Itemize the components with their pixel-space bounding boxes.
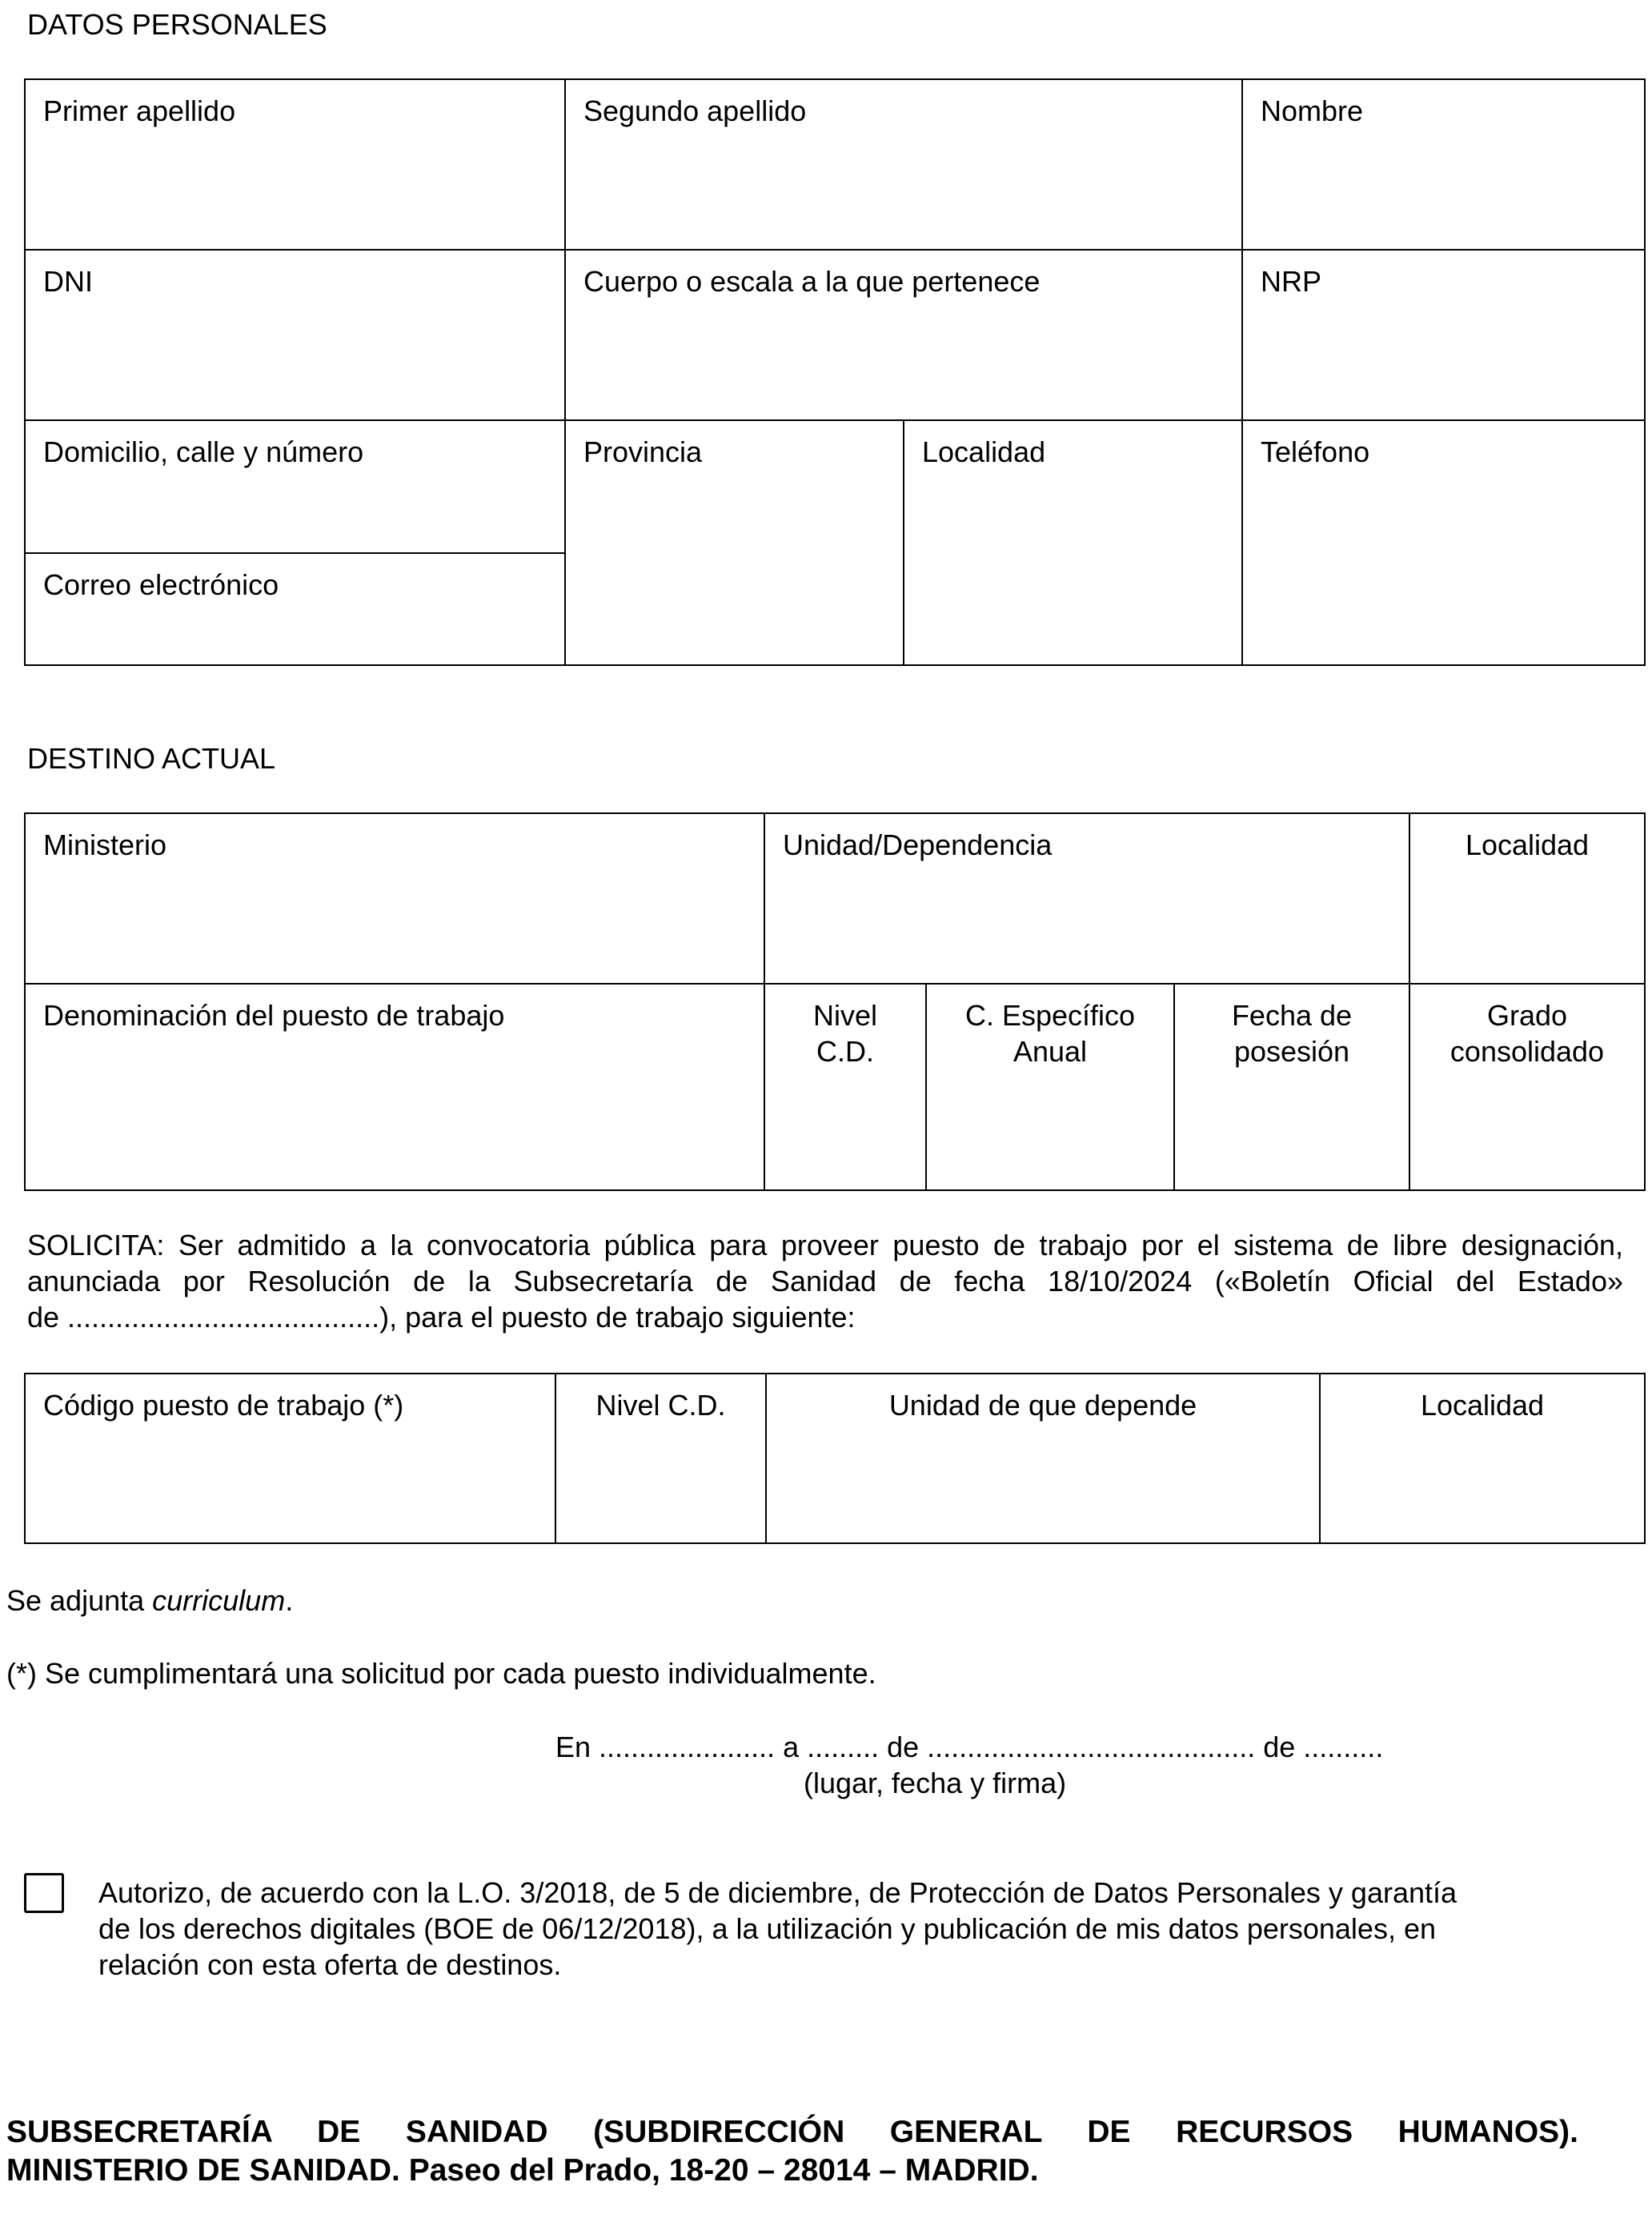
puesto-solicitado-table <box>24 1373 1646 1544</box>
footer-address: SUBSECRETARÍA DE SANIDAD (SUBDIRECCIÓN GENERAL DE RECURSOS HUMANOS). MINISTERIO DE SANIDAD. Paseo del Prado, 18-20 – 28014 – MADRID. <box>6 2115 1578 2188</box>
field-dni[interactable]: DNI <box>25 250 565 420</box>
field-unidad-depende[interactable]: Unidad de que depende <box>766 1374 1320 1543</box>
nota-asterisco: (*) Se cumplimentará una solicitud por cada puesto individualmente. <box>6 1657 876 1690</box>
field-primer-apellido[interactable]: Primer apellido <box>25 79 565 250</box>
field-denominacion-puesto[interactable]: Denominación del puesto de trabajo <box>25 984 764 1190</box>
field-especifico-anual[interactable]: C. Específico Anual <box>926 984 1174 1190</box>
field-domicilio[interactable]: Domicilio, calle y número <box>25 420 565 553</box>
field-ministerio[interactable]: Ministerio <box>25 813 764 984</box>
field-provincia[interactable]: Provincia <box>565 420 904 665</box>
field-correo-electronico[interactable]: Correo electrónico <box>25 553 565 665</box>
field-unidad-dependencia[interactable]: Unidad/Dependencia <box>764 813 1409 984</box>
section-title-destino-actual: DESTINO ACTUAL <box>27 742 276 775</box>
adjunta-curriculum: Se adjunta curriculum. <box>6 1584 294 1617</box>
autorizo-checkbox[interactable] <box>24 1873 64 1913</box>
field-segundo-apellido[interactable]: Segundo apellido <box>565 79 1242 250</box>
field-cuerpo-escala[interactable]: Cuerpo o escala a la que pertenece <box>565 250 1242 420</box>
field-localidad-puesto[interactable]: Localidad <box>1320 1374 1645 1543</box>
field-nombre[interactable]: Nombre <box>1242 79 1645 250</box>
datos-personales-table <box>24 78 1646 666</box>
solicita-paragraph: SOLICITA: Ser admitido a la convocatoria pública para proveer puesto de trabajo por el sistema de libre designación, anunciada por Resolución de la Subsecretaría de Sanidad de fecha 18/10/2024 («Boletín Oficial del Estado» de .......................................), para el puesto de trabajo siguiente: <box>27 1229 1623 1334</box>
field-nivel-cd[interactable]: Nivel C.D. <box>764 984 926 1190</box>
field-fecha-posesion[interactable]: Fecha de posesión <box>1174 984 1409 1190</box>
destino-actual-table <box>24 812 1646 1191</box>
autorizo-text: Autorizo, de acuerdo con la L.O. 3/2018, de 5 de diciembre, de Protección de Datos Personales y garantía de los derechos digitales (BOE de 06/12/2018), a la utilización y publicación de mis datos personales, en relación con esta oferta de destinos. <box>98 1876 1458 1981</box>
section-title-datos-personales: DATOS PERSONALES <box>27 8 327 41</box>
field-localidad-destino[interactable]: Localidad <box>1409 813 1645 984</box>
lugar-fecha-line: En ...................... a ......... de ......................................... de .......... <box>555 1731 1384 1763</box>
field-grado-consolidado[interactable]: Grado consolidado <box>1409 984 1645 1190</box>
field-nivel-cd-puesto[interactable]: Nivel C.D. <box>555 1374 766 1543</box>
field-nrp[interactable]: NRP <box>1242 250 1645 420</box>
field-codigo-puesto[interactable]: Código puesto de trabajo (*) <box>25 1374 555 1543</box>
lugar-fecha-caption: (lugar, fecha y firma) <box>804 1767 1067 1799</box>
field-telefono[interactable]: Teléfono <box>1242 420 1645 665</box>
field-localidad[interactable]: Localidad <box>904 420 1242 665</box>
